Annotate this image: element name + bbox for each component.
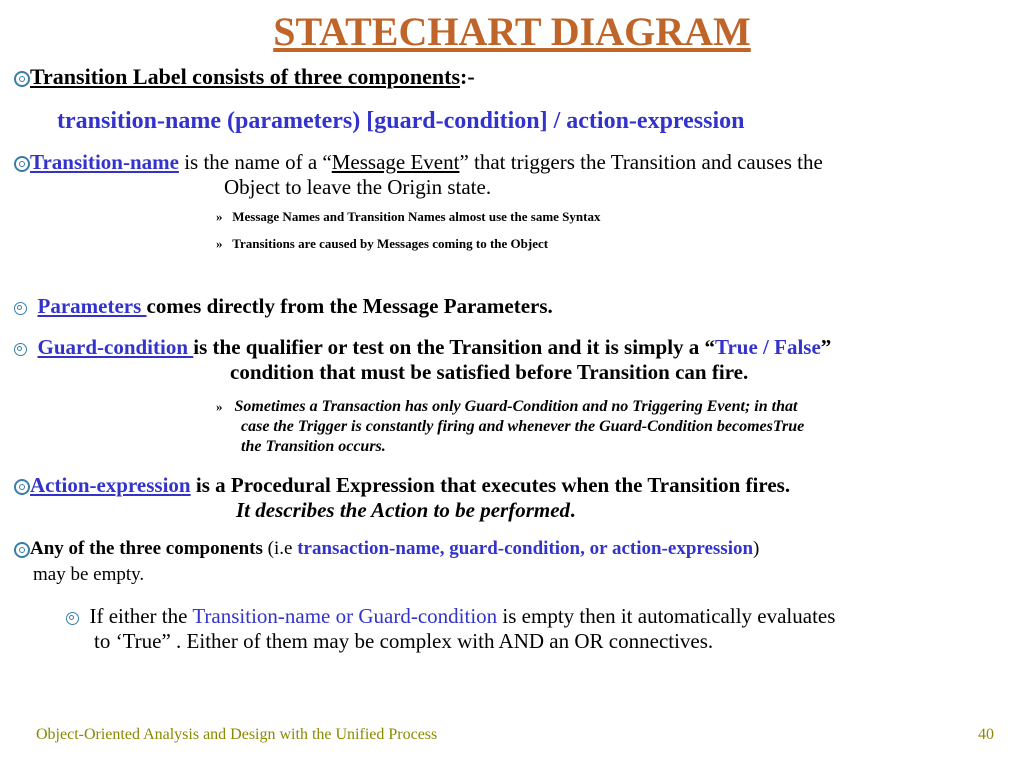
guard-note-line-3: the Transition occurs. — [241, 438, 386, 455]
syntax-line: transition-name (parameters) [guard-condition] / action-expression — [57, 108, 745, 134]
action-line-2-text: It describes the Action to be performed — [236, 498, 571, 522]
target-bullet-icon — [14, 542, 30, 558]
transition-name-line-2: Object to leave the Origin state. — [224, 175, 492, 199]
transition-name-line — [14, 150, 823, 175]
guard-note-line-1: Sometimes a Transaction has only Guard-Condition and no Triggering Event; in that — [234, 398, 798, 415]
target-bullet-icon — [14, 302, 27, 315]
action-line — [14, 473, 790, 498]
guard-text-a: is the qualifier or test on the Transition and it is simply a “ — [193, 335, 716, 359]
guard-term: Guard-condition — [37, 335, 194, 359]
guard-line — [14, 335, 831, 360]
target-bullet-icon — [66, 612, 79, 625]
any-blue: transaction-name, guard-condition, or action-expression — [297, 538, 754, 559]
parameters-term: Parameters — [37, 294, 147, 318]
target-bullet-icon — [14, 156, 30, 172]
transition-name-term: Transition-name — [30, 150, 179, 174]
footer-page-number: 40 — [978, 726, 994, 743]
message-event-term: Message Event — [331, 150, 460, 174]
target-bullet-icon — [14, 343, 27, 356]
heading-line — [14, 64, 475, 90]
heading-label: Transition Label consists of three components — [30, 64, 461, 89]
transition-name-text-a: is the name of a “ — [178, 150, 332, 174]
footer-course: Object-Oriented Analysis and Design with the Unified Process — [36, 726, 438, 743]
true-false-term: True / False — [715, 335, 821, 359]
sub-item-2-text: Transitions are caused by Messages coming to the Object — [232, 236, 549, 251]
any-line — [14, 538, 759, 560]
any-line-2: may be empty. — [33, 564, 145, 585]
raquo-icon: » — [216, 236, 223, 251]
parameters-text: comes directly from the Message Parameters. — [146, 294, 553, 318]
raquo-icon: » — [216, 209, 223, 224]
guard-text-b: ” — [820, 335, 832, 359]
action-text: is a Procedural Expression that executes when the Transition fires. — [190, 473, 791, 497]
sub-item-1 — [216, 209, 600, 225]
action-line-2-end: . — [570, 498, 576, 522]
transition-name-text-b: ” that triggers the Transition and causes the — [459, 150, 823, 174]
either-text-b: is empty then it automatically evaluates — [497, 604, 836, 628]
any-open: (i.e — [262, 538, 298, 559]
target-bullet-icon — [14, 71, 30, 87]
sub-item-1-text: Message Names and Transition Names almost use the same Syntax — [232, 209, 601, 224]
either-line-2: to ‘True” . Either of them may be complex with AND an OR connectives. — [94, 629, 714, 653]
any-bold: Any of the three components — [30, 538, 263, 559]
action-line-2 — [236, 498, 575, 523]
slide-title: STATECHART DIAGRAM — [273, 9, 751, 54]
target-bullet-icon — [14, 479, 30, 495]
guard-line-2: condition that must be satisfied before Transition can fire. — [230, 360, 749, 384]
guard-note — [216, 398, 797, 416]
sub-item-2 — [216, 236, 548, 252]
action-term: Action-expression — [30, 473, 191, 497]
either-blue: Transition-name or Guard-condition — [192, 604, 498, 628]
parameters-line — [14, 294, 553, 319]
any-close: ) — [753, 538, 760, 559]
either-text-a: If either the — [89, 604, 193, 628]
guard-note-line-2: case the Trigger is constantly firing and whenever the Guard-Condition becomesTrue — [241, 418, 805, 435]
heading-suffix: :- — [460, 64, 475, 89]
either-line — [66, 604, 835, 629]
raquo-icon: » — [216, 399, 223, 414]
